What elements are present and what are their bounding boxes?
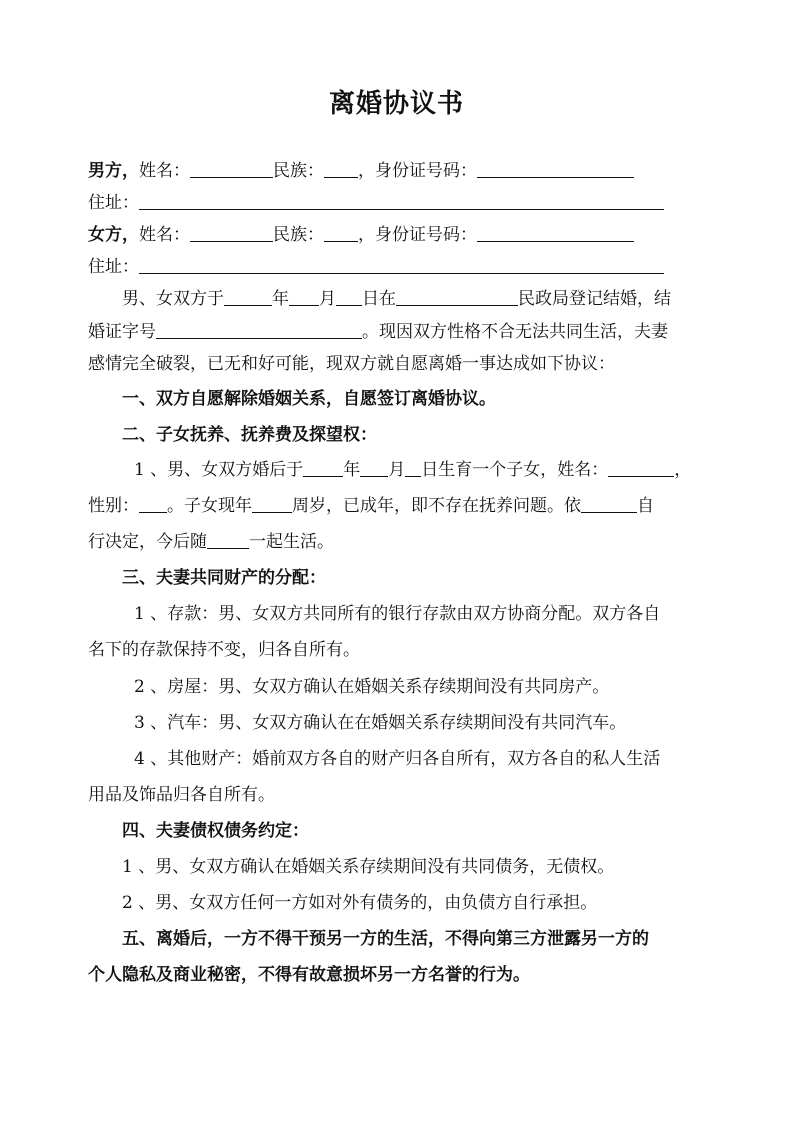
section-2-heading: 二、子女抚养、抚养费及探望权： (122, 425, 377, 445)
male-label: 男方， (88, 161, 139, 181)
female-label: 女方， (88, 225, 139, 245)
female-address-line (88, 255, 664, 279)
child-text-7: 。子女现年 (167, 496, 252, 516)
intro-line-3: 感情完全破裂，已无和好可能，现双方就自愿离婚一事达成如下协议： (88, 354, 615, 374)
document-title: 离婚协议书 (328, 89, 464, 119)
female-ethnicity-field[interactable] (324, 223, 358, 242)
registry-office-field[interactable] (396, 287, 518, 306)
male-ethnicity-field[interactable] (324, 159, 358, 178)
marriage-certificate-field[interactable] (156, 320, 362, 339)
child-text-1: 1 、男、女双方婚后于 (134, 460, 304, 480)
male-id-label: ，身份证号码： (358, 161, 477, 181)
child-text-5: ， (674, 460, 692, 480)
intro-text-3: 月 (319, 289, 336, 309)
female-name-field[interactable] (190, 223, 273, 242)
male-address-label: 住址： (88, 193, 139, 213)
female-address-label: 住址： (88, 257, 139, 277)
child-text-9: 自 (637, 496, 654, 516)
male-address-line (88, 191, 664, 215)
child-birth-month-field[interactable] (360, 458, 388, 477)
intro-text-5: 民政局登记结婚，结 (518, 289, 671, 309)
child-birth-day-field[interactable] (405, 458, 421, 477)
child-text-8: 周岁，已成年，即不存在抚养问题。依 (292, 496, 581, 516)
section-4-heading: 四、夫妻债权债务约定： (122, 821, 309, 841)
child-text-11: 一起生活。 (249, 532, 334, 552)
debt-item-2: 2 、男、女双方任何一方如对外有债务的，由负债方自行承担。 (122, 893, 598, 913)
property-item-1-line-1: 1 、存款：男、女双方共同所有的银行存款由双方协商分配。双方各自 (134, 604, 661, 624)
male-ethnicity-label: 民族： (273, 161, 324, 181)
male-id-field[interactable] (477, 159, 634, 178)
property-item-2: 2 、房屋：男、女双方确认在婚姻关系存续期间没有共同房产。 (134, 677, 610, 697)
property-item-3: 3 、汽车：男、女双方确认在在婚姻关系存续期间没有共同汽车。 (134, 713, 627, 733)
property-item-1-line-2: 名下的存款保持不变，归各自所有。 (88, 640, 360, 660)
marriage-month-field[interactable] (289, 287, 319, 306)
debt-item-1: 1 、男、女双方确认在婚姻关系存续期间没有共同债务，无债权。 (122, 857, 615, 877)
intro-text-6: 婚证字号 (88, 322, 156, 342)
property-item-4-line-2: 用品及饰品归各自所有。 (88, 785, 275, 805)
marriage-day-field[interactable] (336, 287, 362, 306)
section-5-line-2: 个人隐私及商业秘密，不得有故意损坏另一方名誉的行为。 (88, 965, 530, 985)
female-id-field[interactable] (477, 223, 634, 242)
child-line-3 (88, 530, 334, 554)
child-text-6: 性别： (88, 496, 139, 516)
child-line-2 (88, 494, 654, 518)
section-5-line-1: 五、离婚后，一方不得干预另一方的生活，不得向第三方泄露另一方的 (122, 929, 649, 949)
child-decision-field[interactable] (581, 494, 637, 513)
female-party-line (88, 223, 634, 247)
child-text-2: 年 (343, 460, 361, 480)
child-gender-field[interactable] (139, 494, 167, 513)
property-item-4-line-1: 4 、其他财产：婚前双方各自的财产归各自所有，双方各自的私人生活 (134, 749, 661, 769)
section-1-heading: 一、双方自愿解除婚姻关系，自愿签订离婚协议。 (122, 389, 496, 409)
male-name-field[interactable] (190, 159, 273, 178)
female-address-field[interactable] (139, 255, 664, 274)
intro-text-4: 日在 (362, 289, 396, 309)
section-3-heading: 三、夫妻共同财产的分配： (122, 568, 326, 588)
child-custody-field[interactable] (207, 530, 249, 549)
child-age-field[interactable] (252, 494, 292, 513)
intro-line-2 (88, 320, 668, 344)
child-line-1 (134, 458, 691, 482)
male-name-label: 姓名： (139, 161, 190, 181)
male-party-line (88, 159, 634, 183)
female-name-label: 姓名： (139, 225, 190, 245)
female-ethnicity-label: 民族： (273, 225, 324, 245)
intro-line-1 (122, 287, 671, 311)
intro-text-1: 男、女双方于 (122, 289, 224, 309)
child-text-3: 月 (388, 460, 406, 480)
male-address-field[interactable] (139, 191, 664, 210)
intro-text-2: 年 (272, 289, 289, 309)
intro-text-7: 。现因双方性格不合无法共同生活，夫妻 (362, 322, 668, 342)
marriage-year-field[interactable] (224, 287, 272, 306)
child-text-10: 行决定，今后随 (88, 532, 207, 552)
female-id-label: ，身份证号码： (358, 225, 477, 245)
child-birth-year-field[interactable] (303, 458, 343, 477)
child-name-field[interactable] (608, 458, 674, 477)
child-text-4: 日生育一个子女，姓名： (421, 460, 609, 480)
